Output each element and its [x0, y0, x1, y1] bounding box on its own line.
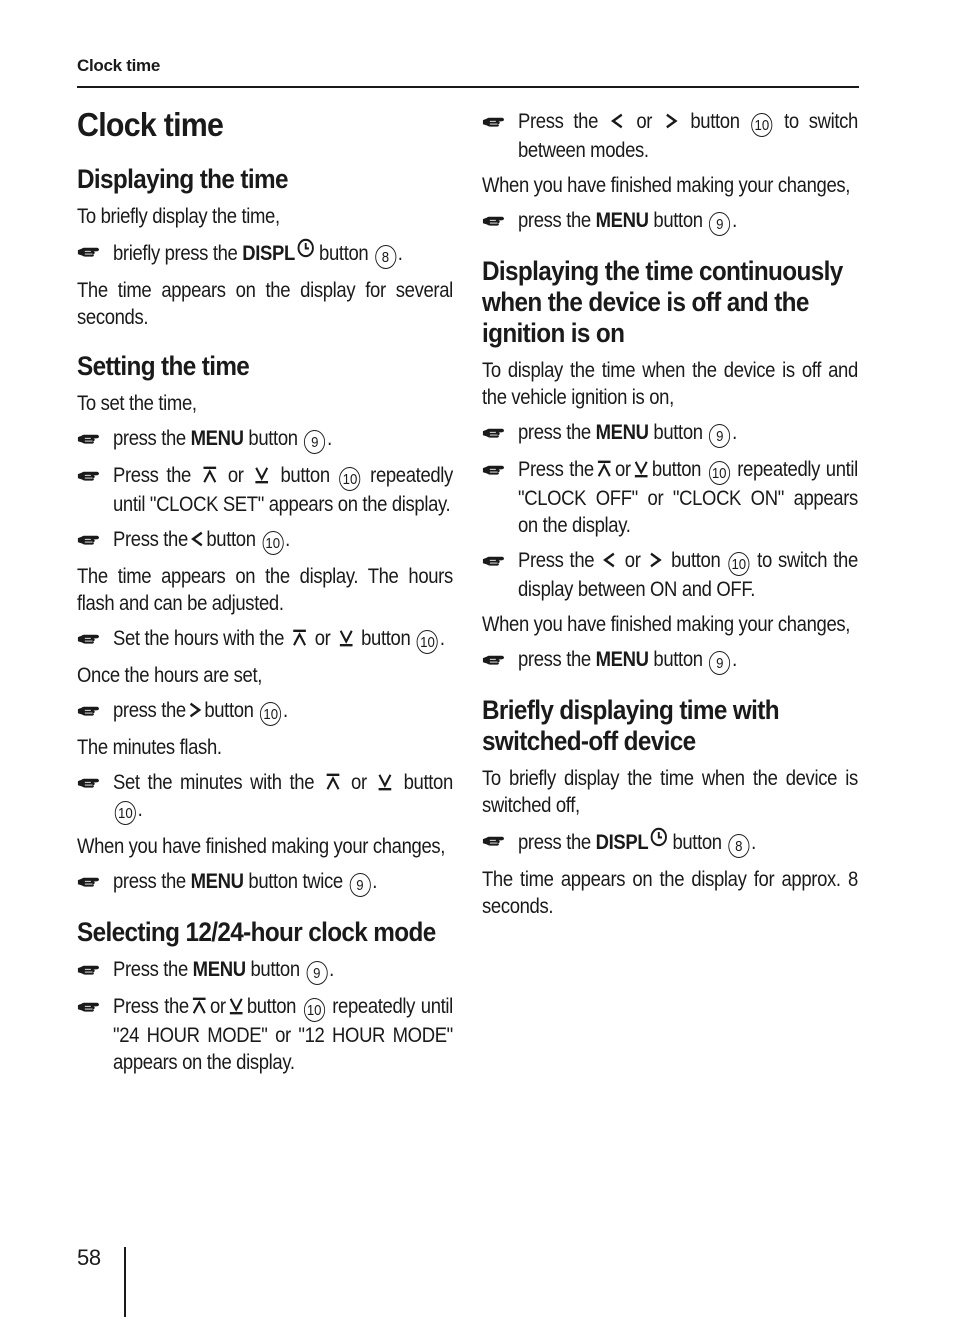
pointing-hand-icon: [77, 526, 113, 553]
result-text: The minutes flash.: [77, 736, 222, 759]
button-number-badge: 10: [304, 998, 325, 1022]
instruction-step: [482, 456, 858, 539]
clock-icon: [650, 827, 668, 847]
result-text: The time appears on the display for approx. 8 seconds.: [482, 868, 858, 918]
step-text: .: [732, 648, 737, 671]
section-heading-clock-mode: Selecting 12/24-hour clock mode: [77, 917, 436, 947]
pointing-hand-icon: [77, 868, 113, 895]
right-column: [482, 108, 858, 928]
step-text: .: [732, 209, 737, 232]
step-text: Press the: [113, 464, 191, 487]
up-arrow-icon: [596, 460, 612, 478]
button-number-badge: 10: [709, 461, 730, 485]
button-number-badge: 9: [709, 212, 730, 236]
step-text: button: [671, 549, 721, 572]
button-number-badge: 9: [349, 873, 370, 897]
left-arrow-icon: [603, 551, 616, 569]
footer-rule: [124, 1247, 126, 1317]
instruction-step: [77, 697, 453, 726]
instruction-step: [482, 646, 858, 675]
button-number-badge: 10: [115, 801, 136, 825]
intro-text: To briefly display the time,: [77, 205, 280, 228]
step-text: button: [653, 209, 703, 232]
step-text: press the: [113, 427, 186, 450]
up-arrow-icon: [291, 629, 307, 647]
clock-icon: [297, 238, 315, 258]
left-arrow-icon: [611, 112, 624, 130]
section-heading-briefly-switched-off: Briefly displaying time with switched-off device: [482, 695, 779, 756]
step-text: Set the minutes with the: [113, 771, 315, 794]
instruction-step: [77, 238, 453, 269]
step-text: button: [250, 958, 300, 981]
result-text: Once the hours are set,: [77, 664, 263, 687]
step-text: Press the: [518, 110, 599, 133]
step-text: .: [327, 427, 332, 450]
step-text: .: [285, 528, 290, 551]
down-arrow-icon: [633, 460, 649, 478]
step-text: repeatedly until "CLOCK SET" appears on the display.: [113, 464, 453, 516]
instruction-step: [77, 462, 453, 518]
pointing-hand-icon: [77, 956, 113, 983]
section-heading-setting-time: Setting the time: [77, 351, 250, 381]
step-text: press the: [518, 648, 591, 671]
step-text: press the: [113, 870, 186, 893]
pointing-hand-icon: [77, 238, 113, 265]
pointing-hand-icon: [482, 827, 518, 854]
up-arrow-icon: [191, 997, 207, 1015]
step-text: button: [651, 458, 702, 481]
header-rule: [77, 86, 859, 88]
step-text: button: [248, 427, 298, 450]
step-text: or: [614, 458, 631, 481]
step-text: button: [246, 995, 297, 1018]
step-text: Press the: [113, 995, 189, 1018]
right-arrow-icon: [649, 551, 662, 569]
right-arrow-icon: [665, 112, 678, 130]
down-arrow-icon: [254, 466, 270, 484]
running-header: Clock time: [77, 56, 160, 75]
button-name-menu: MENU: [595, 421, 649, 444]
step-text: repeatedly until "CLOCK OFF" or "CLOCK ON" appears on the display.: [518, 458, 858, 537]
button-number-badge: 9: [304, 430, 325, 454]
step-text: button: [204, 699, 254, 722]
step-text: .: [732, 421, 737, 444]
step-text: button: [280, 464, 330, 487]
up-arrow-icon: [325, 773, 341, 791]
step-text: button: [403, 771, 453, 794]
page-number: 58: [77, 1245, 101, 1270]
step-text: button: [653, 421, 703, 444]
step-text: .: [751, 831, 756, 854]
step-text: or: [624, 549, 641, 572]
button-number-badge: 10: [260, 702, 281, 726]
pointing-hand-icon: [482, 646, 518, 673]
button-number-badge: 10: [728, 552, 749, 576]
right-arrow-icon: [188, 701, 201, 719]
intro-text: To set the time,: [77, 392, 197, 415]
page-title: Clock time: [77, 106, 224, 143]
pointing-hand-icon: [77, 697, 113, 724]
instruction-step: [482, 547, 858, 603]
step-text: or: [351, 771, 367, 794]
button-name-menu: MENU: [190, 427, 244, 450]
step-text: .: [439, 627, 445, 650]
instruction-step: [482, 207, 858, 236]
up-arrow-icon: [202, 466, 218, 484]
pointing-hand-icon: [77, 425, 113, 452]
step-text: press the: [518, 831, 591, 854]
instruction-step: [482, 419, 858, 448]
pointing-hand-icon: [482, 108, 518, 135]
step-text: Press the: [518, 549, 595, 572]
step-text: Press the: [113, 958, 188, 981]
step-text: Press the: [113, 528, 188, 551]
step-text: or: [209, 995, 226, 1018]
button-number-badge: 9: [709, 651, 730, 675]
left-arrow-icon: [191, 530, 204, 548]
pointing-hand-icon: [77, 993, 113, 1020]
step-text: press the: [518, 209, 591, 232]
instruction-step: [77, 993, 453, 1076]
left-column: [77, 100, 453, 1084]
instruction-step: [77, 769, 453, 825]
step-text: .: [137, 798, 143, 821]
step-text: button: [319, 242, 369, 265]
result-text: The time appears on the display. The hours flash and can be adjusted.: [77, 565, 453, 615]
button-number-badge: 10: [417, 630, 438, 654]
step-text: press the: [113, 699, 186, 722]
button-name-displ: DISPL: [595, 831, 649, 854]
intro-text: To briefly display the time when the device is switched off,: [482, 767, 858, 817]
pointing-hand-icon: [77, 625, 113, 652]
instruction-step: [77, 956, 453, 985]
step-text: button: [206, 528, 256, 551]
button-name-menu: MENU: [192, 958, 246, 981]
step-text: .: [397, 242, 403, 265]
step-text: .: [372, 870, 378, 893]
step-text: or: [636, 110, 653, 133]
step-text: briefly press the: [113, 242, 238, 265]
step-text: or: [314, 627, 331, 650]
down-arrow-icon: [338, 629, 354, 647]
step-text: .: [329, 958, 334, 981]
step-text: press the: [518, 421, 591, 444]
button-name-menu: MENU: [595, 648, 649, 671]
button-name-menu: MENU: [595, 209, 649, 232]
instruction-step: [77, 526, 453, 555]
instruction-step: [77, 425, 453, 454]
button-number-badge: 8: [375, 245, 396, 269]
step-text: to switch the display between ON and OFF.: [518, 549, 858, 601]
step-text: Press the: [518, 458, 594, 481]
section-heading-displaying-time: Displaying the time: [77, 164, 288, 194]
result-text: When you have finished making your changes,: [482, 174, 851, 197]
step-text: button: [361, 627, 411, 650]
step-text: button: [672, 831, 722, 854]
down-arrow-icon: [228, 997, 244, 1015]
pointing-hand-icon: [482, 207, 518, 234]
result-text: When you have finished making your changes,: [77, 835, 446, 858]
pointing-hand-icon: [482, 419, 518, 446]
step-text: to switch between modes.: [518, 110, 858, 162]
step-text: .: [283, 699, 288, 722]
intro-text: To display the time when the device is off and the vehicle ignition is on,: [482, 359, 858, 409]
pointing-hand-icon: [482, 547, 518, 574]
button-number-badge: 10: [339, 467, 360, 491]
result-text: When you have finished making your changes,: [482, 613, 851, 636]
instruction-step: [77, 625, 453, 654]
button-name-displ: DISPL: [242, 242, 295, 265]
pointing-hand-icon: [77, 769, 113, 796]
instruction-step: [482, 827, 858, 858]
step-text: repeatedly until "24 HOUR MODE" or "12 HOUR MODE" appears on the display.: [113, 995, 453, 1074]
pointing-hand-icon: [77, 462, 113, 489]
section-heading-continuous-display: Displaying the time continuously when the device is off and the ignition is on: [482, 256, 843, 348]
button-name-menu: MENU: [190, 870, 244, 893]
step-text: button twice: [248, 870, 343, 893]
button-number-badge: 8: [728, 834, 749, 858]
step-text: or: [227, 464, 244, 487]
button-number-badge: 9: [709, 424, 730, 448]
pointing-hand-icon: [482, 456, 518, 483]
button-number-badge: 10: [751, 113, 772, 137]
button-number-badge: 9: [306, 961, 327, 985]
down-arrow-icon: [377, 773, 393, 791]
step-text: Set the hours with the: [113, 627, 285, 650]
instruction-step: [482, 108, 858, 164]
result-text: The time appears on the display for several seconds.: [77, 279, 453, 329]
button-number-badge: 10: [262, 531, 283, 555]
step-text: button: [690, 110, 740, 133]
step-text: button: [653, 648, 703, 671]
instruction-step: [77, 868, 453, 897]
